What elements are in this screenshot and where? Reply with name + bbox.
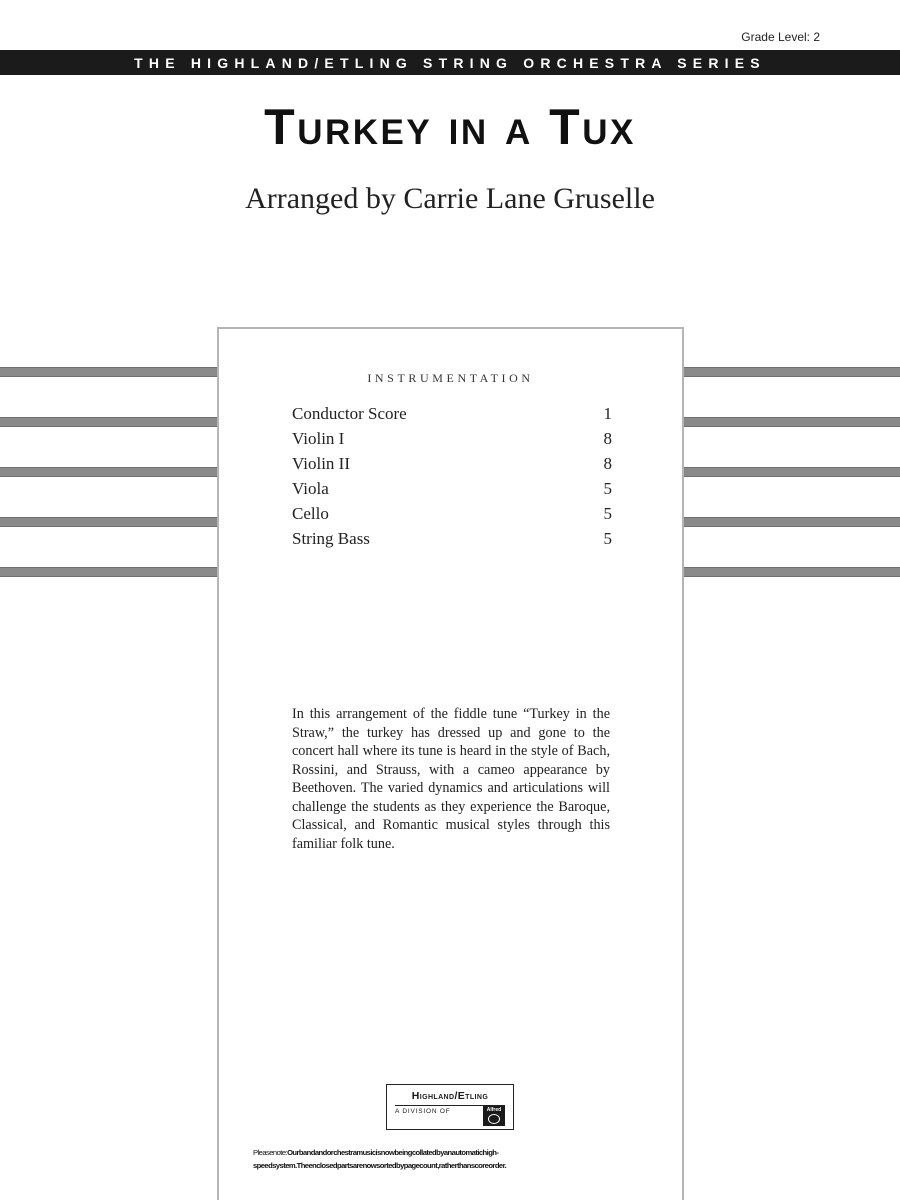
decorative-stripe	[0, 567, 218, 577]
note-lead: Pleasenote:	[253, 1148, 288, 1157]
decorative-stripe	[0, 367, 218, 377]
grade-level: Grade Level: 2	[741, 30, 820, 44]
publisher-name: Highland/Etling	[411, 1090, 489, 1102]
alfred-mark-icon	[488, 1114, 500, 1124]
instrument-row	[292, 451, 612, 476]
instrument-name: Violin I	[292, 429, 345, 448]
instrument-row	[292, 426, 612, 451]
instrument-name: Viola	[292, 479, 329, 498]
instrument-row	[292, 501, 612, 526]
instrument-name: String Bass	[292, 529, 370, 548]
instrument-row	[292, 401, 612, 426]
instrumentation-heading: INSTRUMENTATION	[367, 371, 534, 385]
instrument-count: 8	[603, 454, 612, 473]
series-banner	[0, 50, 900, 75]
instrumentation-panel	[217, 327, 684, 1200]
instrument-count: 5	[603, 504, 612, 523]
decorative-stripe	[0, 467, 218, 477]
instrument-count: 5	[603, 529, 612, 548]
series-name: THE HIGHLAND/ETLING STRING ORCHESTRA SERIES	[134, 54, 766, 71]
alfred-label: Alfred	[486, 1107, 502, 1113]
instrument-name: Conductor Score	[292, 404, 407, 423]
page-title: Turkey in a Tux	[264, 99, 636, 155]
decorative-stripe	[0, 417, 218, 427]
instrument-name: Cello	[292, 504, 329, 523]
decorative-stripe	[0, 517, 218, 527]
decorative-stripe	[684, 367, 900, 377]
instrument-row	[292, 526, 612, 551]
decorative-stripe	[684, 417, 900, 427]
alfred-logo-icon	[483, 1106, 505, 1126]
piece-description: In this arrangement of the fiddle tune “Turkey in the Straw,” the turkey has dressed up and gone to the concert hall where its tune is heard in the style of Bach, Rossini, and Strauss, with a cameo appearance by Beethoven. The varied dynamics and articulations will challenge the students as they experience the Baroque, Classical, and Romantic musical styles through this familiar folk tune.	[292, 706, 610, 852]
decorative-stripe	[684, 567, 900, 577]
collation-note	[253, 1146, 648, 1172]
instrument-row	[292, 476, 612, 501]
decorative-stripe	[684, 517, 900, 527]
instrumentation-list	[292, 401, 612, 551]
publisher-division: A DIVISION OF	[395, 1108, 451, 1115]
instrument-count: 5	[603, 479, 612, 498]
note-text: Ourbandandorchestramusicisnowbeingcollatedbyanautomatichigh-speedsystem.Theenclosedpartsarenowsortedbypagecount,ratherthanscoreorder.	[253, 1148, 507, 1170]
decorative-stripe	[684, 467, 900, 477]
instrument-name: Violin II	[292, 454, 350, 473]
instrument-count: 1	[603, 404, 612, 423]
arranger-credit: Arranged by Carrie Lane Gruselle	[245, 182, 655, 215]
publisher-logo	[386, 1084, 514, 1130]
instrument-count: 8	[603, 429, 612, 448]
